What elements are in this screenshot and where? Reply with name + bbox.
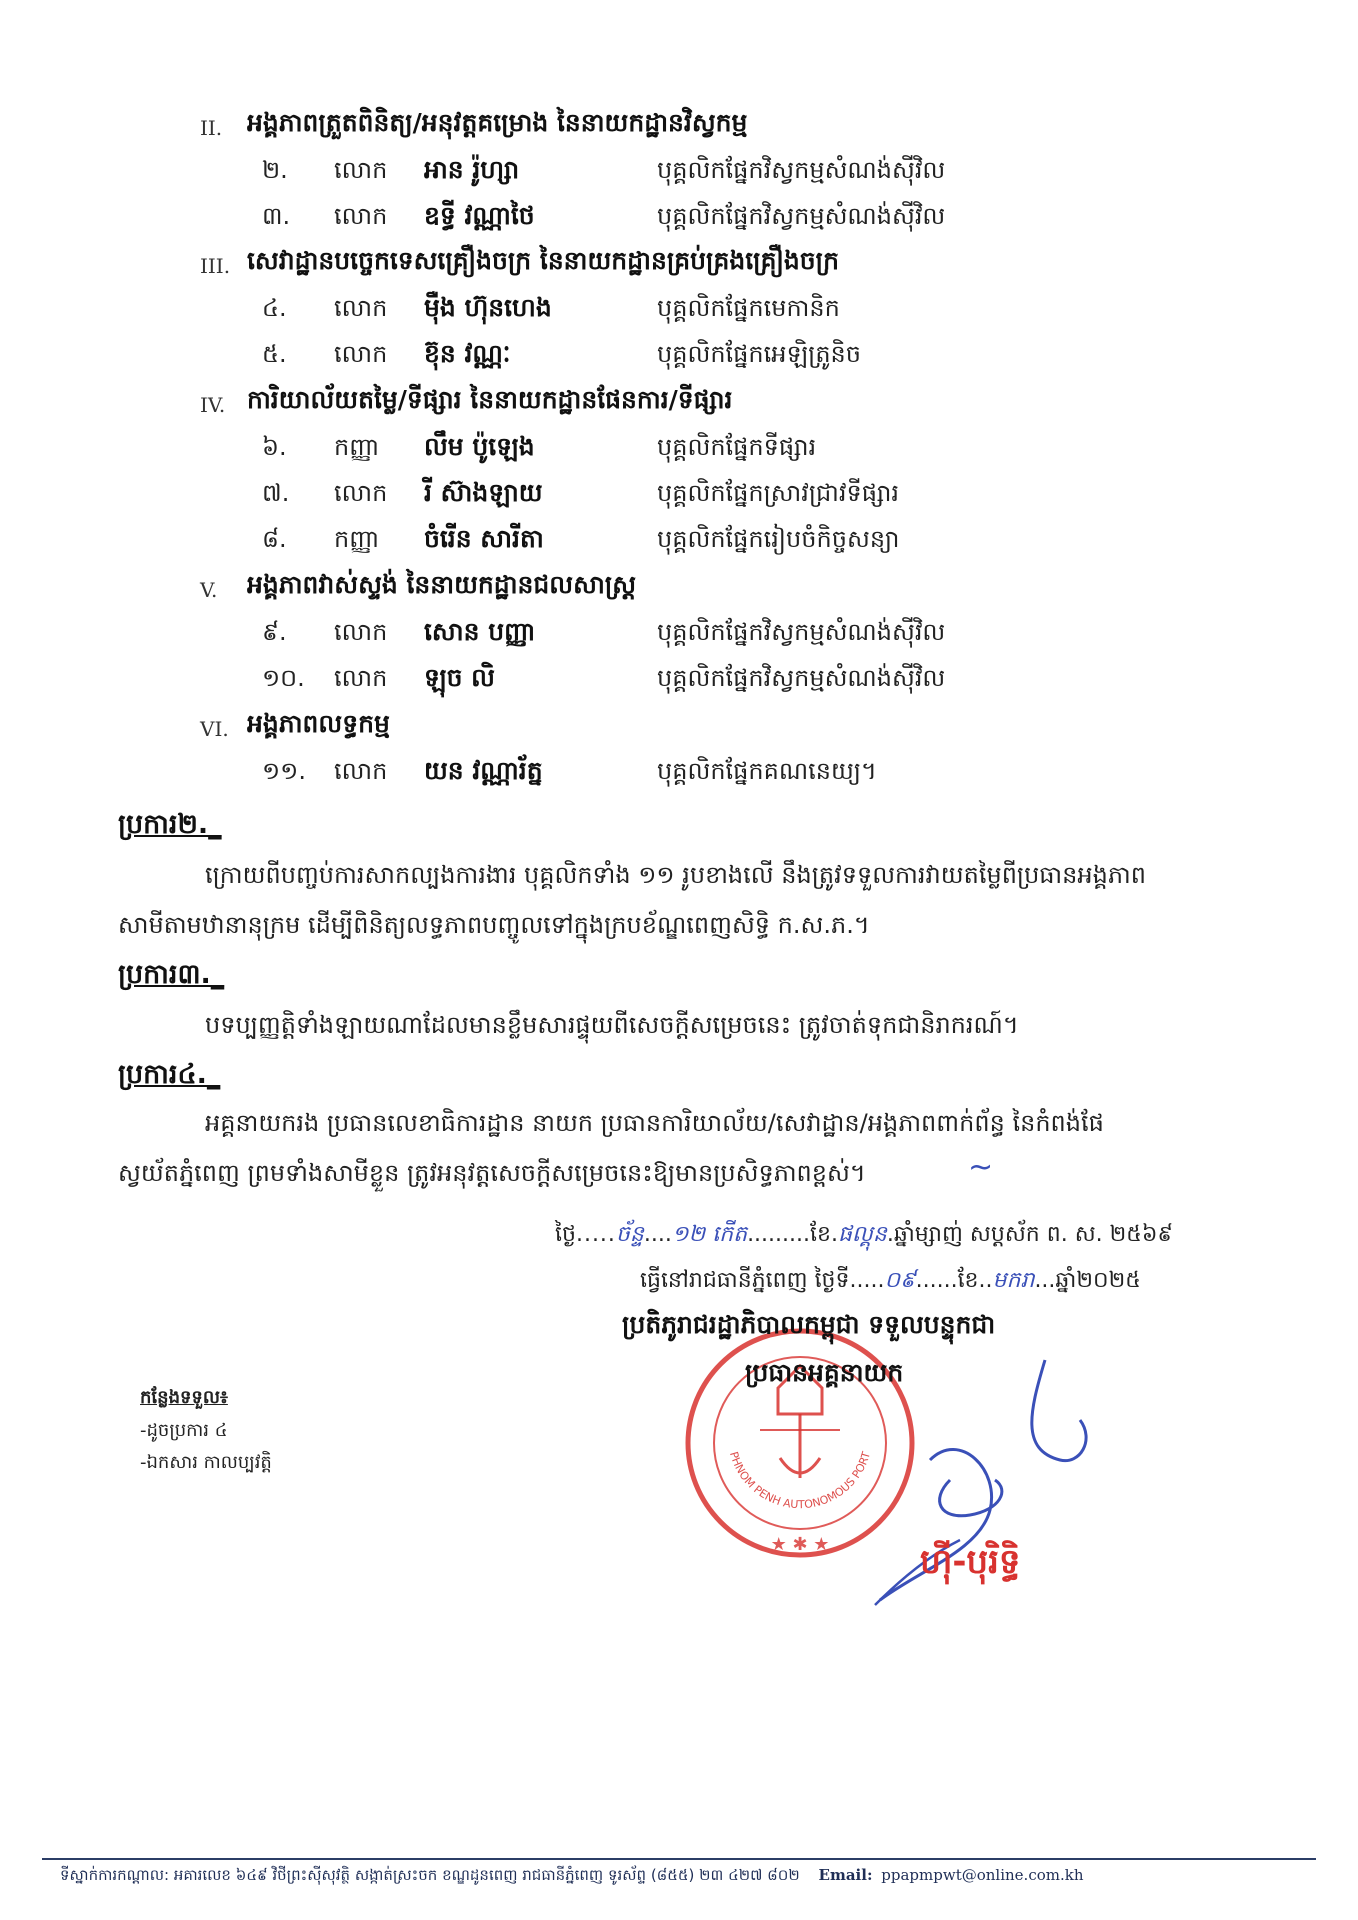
article-text: សាមីតាមឋានានុក្រម ដើម្បីពិនិត្យលទ្ធភាពបញ្ចូលទៅក្នុងក្របខ័ណ្ឌពេញសិទ្ធិ ក.ស.ភ.។ [118, 911, 870, 939]
honorific: លោក [334, 202, 388, 230]
solar-date: ធ្វើនៅរាជធានីភ្នំពេញ ថ្ងៃទី.....០៩......ខែ..មករា...ឆ្នាំ២០២៥ [640, 1268, 1141, 1293]
lunar-mid-handwritten: ១២ កើត [671, 1222, 748, 1247]
section-number: V. [200, 578, 218, 602]
item-number: ៥. [262, 340, 287, 368]
lunar-prefix: ថ្ងៃ [555, 1222, 576, 1247]
recipients-heading: កន្លែងទទួល៖ [140, 1387, 228, 1408]
list-item [262, 155, 1022, 187]
article-heading: ប្រការ៣._ [118, 959, 225, 990]
solar-month-handwritten: មករា [992, 1268, 1035, 1293]
svg-text:★ ✱ ★: ★ ✱ ★ [770, 1534, 830, 1555]
article-heading: ប្រការ២._ [118, 809, 222, 840]
section-number: II. [200, 116, 223, 140]
item-number: ៩. [262, 618, 287, 646]
staff-name: ចំរើន សារីតា [424, 524, 544, 553]
item-number: ១០. [262, 664, 305, 692]
staff-name: យន វណ្ណារ័ត្ន [424, 756, 543, 785]
solar-month-label: ខែ [957, 1268, 979, 1293]
honorific: លោក [334, 757, 388, 785]
staff-role: បុគ្គលិកផ្នែកស្រាវជ្រាវទីផ្សារ [657, 479, 899, 507]
staff-role: បុគ្គលិកផ្នែកទីផ្សារ [657, 433, 817, 461]
item-number: ១១. [262, 757, 306, 785]
article-heading: ប្រការ៤._ [118, 1059, 221, 1090]
section-number: III. [200, 254, 231, 278]
lunar-suffix: ឆ្នាំម្សាញ់ សប្តស័ក ព. ស. ២៥៦៩ [893, 1222, 1174, 1247]
solar-day-handwritten: ០៩ [884, 1268, 916, 1293]
honorific: លោក [334, 618, 388, 646]
article-text: ក្រោយពីបញ្ចប់ការសាកល្បងការងារ បុគ្គលិកទាំង ១១ រូបខាងលើ នឹងត្រូវទទួលការវាយតម្លៃពីប្រធានអង្គភាព [205, 861, 1146, 889]
list-item [262, 293, 1022, 325]
staff-role: បុគ្គលិកផ្នែកវិស្វកម្មសំណង់ស៊ីវិល [657, 664, 946, 692]
solar-prefix: ធ្វើនៅរាជធានីភ្នំពេញ ថ្ងៃទី [640, 1268, 850, 1293]
honorific: លោក [334, 340, 388, 368]
item-number: ៧. [262, 479, 290, 507]
signature-title-line1: ប្រតិភូរាជរដ្ឋាភិបាលកម្ពុជា ទទួលបន្ទុកជា [622, 1310, 996, 1339]
honorific: លោក [334, 156, 388, 184]
item-number: ៨. [262, 525, 287, 553]
footer [60, 1866, 1084, 1888]
article-text: អគ្គនាយករង ប្រធានលេខាធិការដ្ឋាន នាយក ប្រធានការិយាល័យ/សេវាដ្ឋាន/អង្គភាពពាក់ព័ន្ធ នៃកំពង់ផែ [205, 1109, 1104, 1137]
staff-role: បុគ្គលិកផ្នែកគណនេយ្យ។ [657, 757, 877, 785]
staff-role: បុគ្គលិកផ្នែកវិស្វកម្មសំណង់ស៊ីវិល [657, 156, 946, 184]
recipient-item: -ឯកសារ កាលប្បវត្តិ [140, 1452, 272, 1473]
recipient-item: -ដូចប្រការ ៤ [140, 1420, 228, 1441]
honorific: លោក [334, 294, 388, 322]
footer-email-label: Email: [818, 1866, 873, 1884]
honorific: កញ្ញា [334, 433, 380, 461]
item-number: ៣. [262, 202, 291, 230]
staff-name: សោន បញ្ញា [424, 617, 536, 646]
staff-name: ម៉ឺង ហ៊ុនហេង [424, 293, 552, 322]
footer-email[interactable]: ppapmpwt@online.com.kh [881, 1866, 1084, 1884]
item-number: ៦. [262, 433, 287, 461]
staff-name: អាន រ៉ូហ្សា [424, 155, 520, 184]
honorific: លោក [334, 479, 388, 507]
footer-address: ទីស្នាក់ការកណ្តាល: អគារលេខ ៦៤៩ វិថីព្រះស៊ីសុវត្ថិ សង្កាត់ស្រះចក ខណ្ឌដូនពេញ រាជធានីភ្នំពេញ ទូរស័ព្ទ (៨៥៥) ២៣ ៤២៧ ៨០២ [60, 1866, 800, 1884]
signature-title-line2: ប្រធានអគ្គនាយក [745, 1358, 904, 1387]
staff-name: ឧទ្ធី វណ្ណាថៃ [424, 201, 535, 230]
staff-role: បុគ្គលិកផ្នែកអេឡិត្រូនិច [657, 340, 862, 368]
list-item [262, 339, 1022, 371]
staff-role: បុគ្គលិកផ្នែកវិស្វកម្មសំណង់ស៊ីវិល [657, 202, 946, 230]
lunar-month-label: ខែ [810, 1222, 831, 1247]
section-title: អង្គភាពលទ្ធកម្ម [247, 709, 390, 738]
list-item [262, 617, 1022, 649]
lunar-day-handwritten: ច័ន្ទ [615, 1222, 644, 1247]
section-number: IV. [200, 393, 226, 417]
list-item [262, 478, 1022, 510]
handwritten-signature [700, 1340, 1100, 1610]
lunar-date: ថ្ងៃ.....ច័ន្ទ....១២ កើត.........ខែ.ផល្គុន.ឆ្នាំម្សាញ់ សប្តស័ក ព. ស. ២៥៦៩ [555, 1222, 1174, 1247]
article-text: ស្វយ័តភ្នំពេញ ព្រមទាំងសាមីខ្លួន ត្រូវអនុវត្តសេចក្តីសម្រេចនេះឱ្យមានប្រសិទ្ធភាពខ្ពស់។ [118, 1159, 866, 1187]
list-item [262, 663, 1022, 695]
staff-name: ឡុច លិ [424, 663, 495, 692]
item-number: ២. [262, 156, 288, 184]
item-number: ៤. [262, 294, 287, 322]
staff-name: ខ៊ុន វណ្ណៈ [424, 339, 511, 368]
list-item [262, 524, 1022, 556]
handwritten-initial: ~ [968, 1150, 994, 1185]
staff-role: បុគ្គលិកផ្នែកមេកានិក [657, 294, 840, 322]
list-item [262, 756, 1022, 788]
seal-text: PHNOM PENH AUTONOMOUS PORT [727, 1450, 873, 1512]
honorific: លោក [334, 664, 388, 692]
lunar-month-handwritten: ផល្គុន [837, 1222, 887, 1247]
section-title: អង្គភាពវាស់ស្ទង់ នៃនាយកដ្ឋានជលសាស្ត្រ [247, 570, 637, 599]
honorific: កញ្ញា [334, 525, 380, 553]
section-number: VI. [200, 717, 229, 741]
section-title: ការិយាល័យតម្លៃ/ទីផ្សារ នៃនាយកដ្ឋានផែនការ/ទីផ្សារ [247, 385, 733, 414]
section-title: សេវាដ្ឋានបច្ចេកទេសគ្រឿងចក្រ នៃនាយកដ្ឋានគ្រប់គ្រងគ្រឿងចក្រ [247, 246, 839, 275]
staff-role: បុគ្គលិកផ្នែករៀបចំកិច្ចសន្យា [657, 525, 900, 553]
signatory-name: ហ៊ី-បុរិទ្ធិ [920, 1542, 1021, 1582]
staff-name: លឹម ប៉ូឡេង [424, 432, 535, 461]
article-text: បទប្បញ្ញត្តិទាំងឡាយណាដែលមានខ្លឹមសារផ្ទុយពីសេចក្តីសម្រេចនេះ ត្រូវចាត់ទុកជានិរាករណ៍។ [205, 1011, 1019, 1039]
staff-name: រី ស៊ាងឡាយ [424, 478, 543, 507]
list-item [262, 201, 1022, 233]
section-title: អង្គភាពត្រួតពិនិត្យ/អនុវត្តគម្រោង នៃនាយកដ្ឋានវិស្វកម្ម [247, 108, 748, 137]
list-item [262, 432, 1022, 464]
footer-divider [42, 1858, 1316, 1860]
solar-suffix: ឆ្នាំ២០២៥ [1055, 1268, 1141, 1293]
staff-role: បុគ្គលិកផ្នែកវិស្វកម្មសំណង់ស៊ីវិល [657, 618, 946, 646]
